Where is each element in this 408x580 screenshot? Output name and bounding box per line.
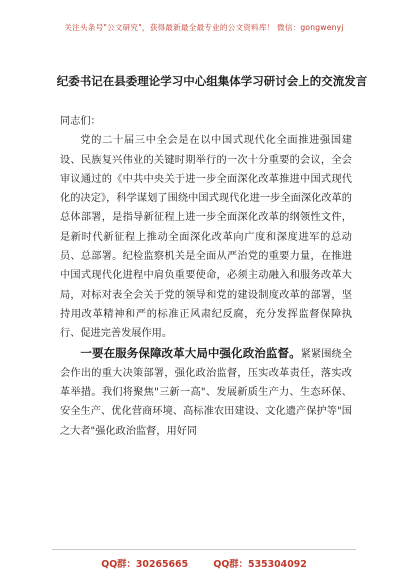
footer-divider: [52, 549, 356, 550]
document-title: 纪委书记在县委理论学习中心组集体学习研讨会上的交流发言: [56, 74, 368, 88]
section-heading: 一要在服务保障改革大局中强化政治监督。: [80, 345, 301, 360]
top-banner: 关注头条号"公文研究"，获得最新最全最专业的公文资料库！ 微信：gongwenyj: [64, 23, 344, 32]
footer-contacts: [0, 556, 408, 570]
section-paragraph: [60, 344, 352, 441]
qq-group-2: QQ群：535304092: [213, 559, 307, 570]
qq-group-1: QQ群：30265665: [101, 559, 189, 570]
section-body: 紧紧围绕全会作出的重大决策部署，强化政治监督，压实改革责任，落实改革举措。我们将聚焦"三新一高"、发展新质生产力、生态环保、安全生产、优化营商环境、高标准农田建设、文化遗产保护等"国之大者"强化政治监督，用好同: [60, 348, 353, 437]
document-body: [60, 112, 352, 441]
salutation: 同志们：: [60, 116, 101, 127]
body-paragraph: 党的二十届三中全会是在以中国式现代化全面推进强国建设、民族复兴伟业的关键时期举行的一次十分重要的会议，全会审议通过的《中共中央关于进一步全面深化改革推进中国式现代化的决定》，科学谋划了围绕中国式现代化进一步全面深化改革的总体部署，是指导新征程上进一步全面深化改革的纲领性文件，是新时代新征程上推动全面深化改革向广度和深度进军的总动员、总部署。纪检监察机关是全面从严治党的重要力量，在推进中国式现代化进程中肩负重要使命，必须主动融入和服务改革大局，对标对表全会关于党的领导和党的建设制度改革的部署，坚持用改革精神和严的标准正风肃纪反腐，充分发挥监督保障执行、促进完善发展作用。: [60, 135, 352, 340]
